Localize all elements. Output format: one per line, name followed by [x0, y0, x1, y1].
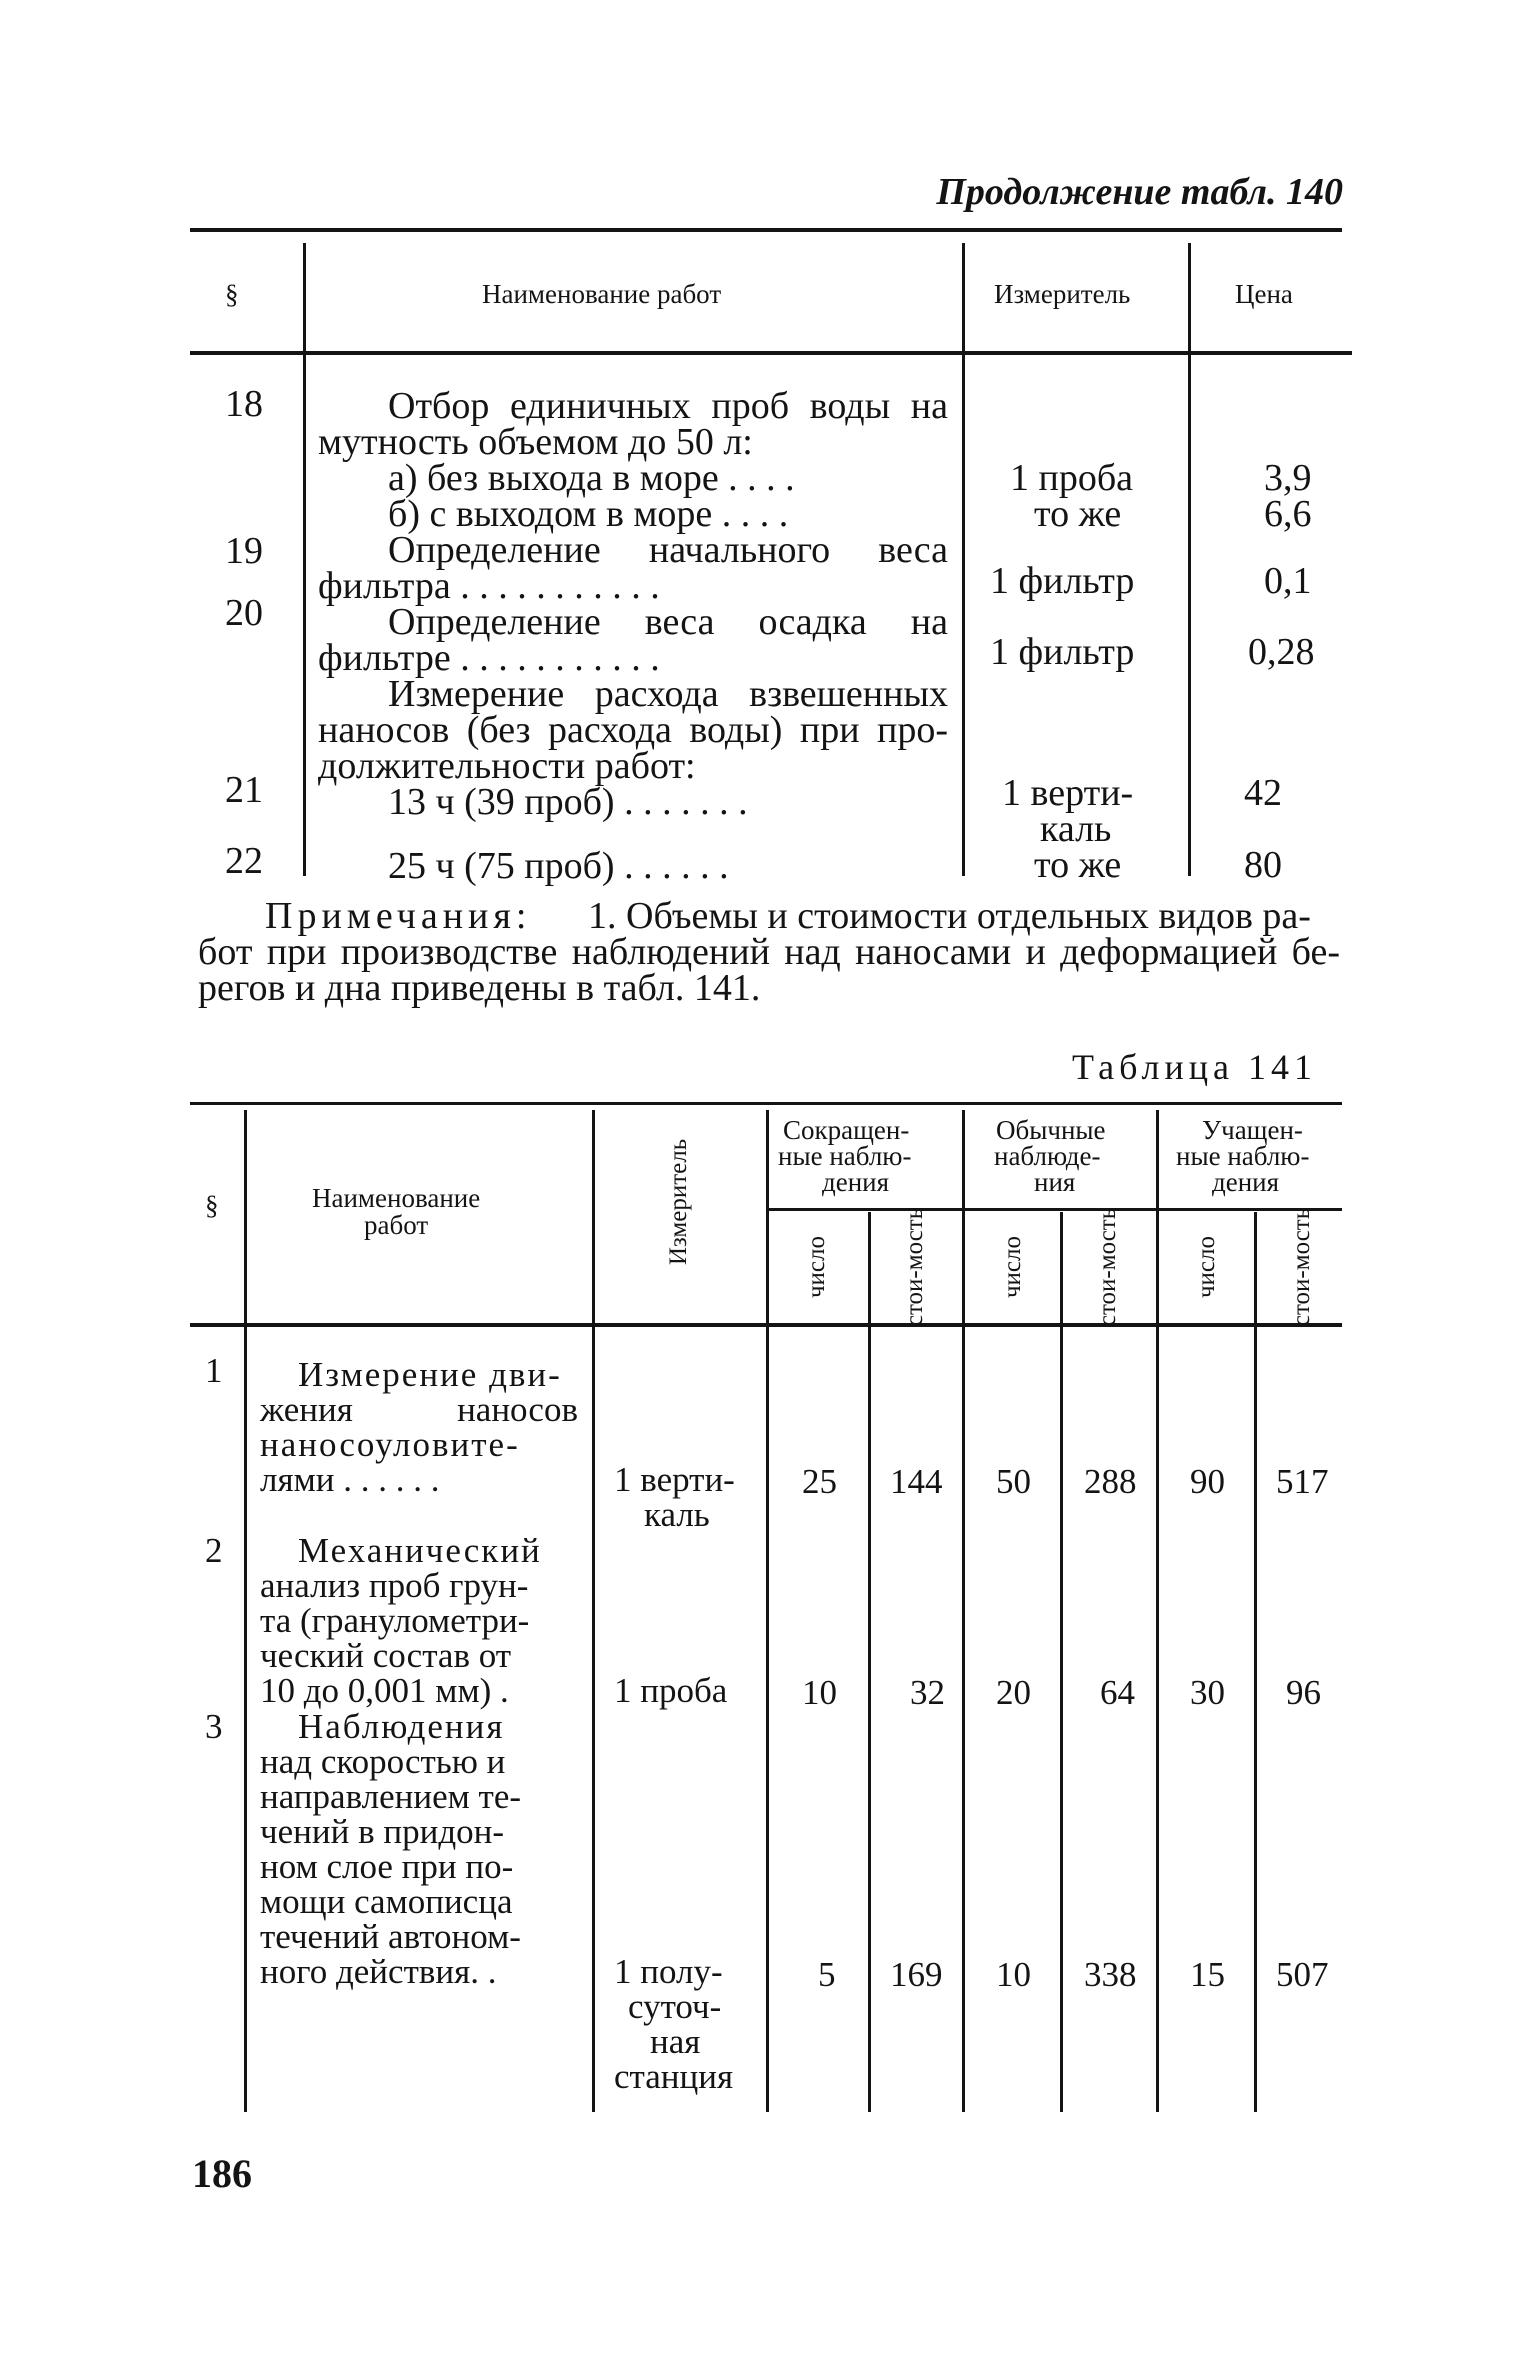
- table141-row-name: анализ проб грун-: [260, 1566, 529, 1605]
- table141-value: 10: [996, 1955, 1031, 1994]
- table141-value: 20: [996, 1673, 1031, 1712]
- table141-row-name: направлением те-: [260, 1777, 522, 1816]
- table140-row-name: 25 ч (75 проб) . . . . . .: [388, 845, 729, 887]
- table141-value: 50: [996, 1462, 1031, 1501]
- table140-divider-3: [1188, 243, 1191, 876]
- table141-value: 5: [818, 1955, 836, 1994]
- table141-group-header: ные наблю-: [1176, 1141, 1310, 1171]
- table141-row-unit: суточ-: [628, 1987, 722, 2026]
- table140-row-name: должительности работ:: [318, 745, 696, 787]
- table140-row-num: 18: [225, 383, 263, 425]
- table141-group-header: Сокращен-: [783, 1115, 910, 1145]
- table140-row-name: 13 ч (39 проб) . . . . . . .: [388, 781, 748, 823]
- table141-row-unit: станция: [614, 2057, 734, 2096]
- table141-value: 64: [1100, 1673, 1135, 1712]
- table141-value: 507: [1276, 1955, 1329, 1994]
- table141-row-name: Механический: [298, 1531, 542, 1570]
- note-line: бот при производстве наблюдений над наносами и деформацией бе-: [198, 931, 1340, 973]
- table141-divider: [868, 1212, 871, 2112]
- table140-row-name: Определение веса осадка на: [388, 601, 948, 643]
- table140-header-unit: Измеритель: [994, 279, 1131, 309]
- note-line: 1. Объемы и стоимости отдельных видов ра-: [588, 895, 1311, 937]
- table140-header-rule: [190, 351, 1352, 355]
- table141-value: 15: [1190, 1955, 1225, 1994]
- table140-row-num: 19: [225, 530, 263, 572]
- table140-row-num: 20: [225, 592, 263, 634]
- table141-header-name: работ: [364, 1210, 429, 1240]
- table141-divider: [592, 1110, 595, 2112]
- table141-value: 32: [910, 1673, 945, 1712]
- table140-divider-2: [962, 243, 965, 876]
- table140-row-name: а) без выхода в море . . . .: [388, 457, 795, 499]
- table141-row-name: ного действия. .: [260, 1952, 497, 1991]
- table140-row-price: 42: [1244, 772, 1282, 814]
- table141-value: 338: [1084, 1955, 1137, 1994]
- table141-divider: [962, 1110, 965, 2112]
- table141-row-name: наносоуловите-: [260, 1425, 520, 1464]
- table140-row-name: Определение начального веса: [388, 529, 948, 571]
- table141-row-num: 3: [205, 1707, 223, 1746]
- table141-value: 30: [1190, 1673, 1225, 1712]
- table140-top-rule: [190, 228, 1342, 232]
- table140-row-name: Отбор единичных проб воды на: [388, 385, 948, 427]
- table141-divider: [766, 1110, 769, 2112]
- table141-row-name: над скоростью и: [260, 1742, 506, 1781]
- table140-row-price: 0,1: [1264, 560, 1312, 602]
- table141-row-name: ческий состав от: [260, 1636, 512, 1675]
- table141-header-count: число: [1193, 1235, 1220, 1299]
- table140-row-name: б) с выходом в море . . . .: [388, 493, 789, 535]
- table140-row-name: фильтра . . . . . . . . . . .: [318, 565, 660, 607]
- table141-group-header: наблюде-: [994, 1141, 1101, 1171]
- table140-row-price: 80: [1244, 844, 1282, 886]
- table140-header-section: §: [225, 279, 239, 309]
- table141-row-name: Измерение дви-: [298, 1355, 562, 1394]
- table141-divider: [1254, 1212, 1257, 2112]
- table141-top-rule: [190, 1102, 1342, 1105]
- table141-row-name: течений автоном-: [260, 1917, 521, 1956]
- table140-header-name: Наименование работ: [482, 279, 722, 309]
- table141-header-name: Наименование: [312, 1183, 481, 1213]
- table140-row-unit: 1 проба: [1010, 457, 1134, 499]
- table141-row-name: лями . . . . . .: [260, 1460, 440, 1499]
- table140-row-name: мутность объемом до 50 л:: [318, 421, 753, 463]
- table141-divider: [1156, 1110, 1159, 2112]
- table141-row-unit: 1 полу-: [614, 1952, 723, 1991]
- table140-row-unit: 1 фильтр: [990, 631, 1135, 673]
- table141-divider: [244, 1110, 247, 2112]
- table140-header-price: Цена: [1235, 279, 1293, 309]
- table141-row-name: Наблюдения: [298, 1707, 505, 1746]
- table140-row-price: 6,6: [1264, 493, 1312, 535]
- table140-row-unit: 1 верти-: [1002, 772, 1134, 814]
- table141-header-cost: стои-мость: [901, 1207, 928, 1327]
- page-number: 186: [192, 2151, 252, 2196]
- table140-row-price: 0,28: [1248, 631, 1315, 673]
- table141-value: 90: [1190, 1462, 1225, 1501]
- table141-row-unit: ная: [650, 2022, 701, 2061]
- table141-value: 169: [890, 1955, 943, 1994]
- table141-row-name: жения наносов: [260, 1390, 578, 1429]
- table141-title: Таблица 141: [1072, 1047, 1317, 1087]
- table141-group-header: Обычные: [996, 1115, 1106, 1145]
- table141-value: 25: [802, 1462, 837, 1501]
- table141-group-header: дения: [822, 1167, 890, 1197]
- table141-row-unit: каль: [644, 1495, 710, 1534]
- table141-row-name: мощи самописца: [260, 1882, 513, 1921]
- table141-value: 144: [890, 1462, 943, 1501]
- table141-value: 10: [802, 1673, 837, 1712]
- table141-row-num: 1: [205, 1351, 223, 1390]
- table140-row-name: наносов (без расхода воды) при про-: [318, 709, 948, 751]
- table140-row-name: фильтре . . . . . . . . . . .: [318, 637, 660, 679]
- note-line: регов и дна приведены в табл. 141.: [198, 967, 761, 1009]
- table141-value: 96: [1286, 1673, 1321, 1712]
- table141-row-num: 2: [205, 1531, 223, 1570]
- table141-group-header: дения: [1212, 1167, 1280, 1197]
- table141-group-rule: [766, 1208, 1342, 1211]
- continuation-caption: Продолжение табл. 140: [936, 171, 1343, 213]
- table140-row-num: 22: [225, 840, 263, 882]
- table141-group-header: ния: [1034, 1167, 1076, 1197]
- table141-value: 288: [1084, 1462, 1137, 1501]
- table141-row-unit: 1 верти-: [614, 1460, 735, 1499]
- table141-value: 517: [1276, 1462, 1329, 1501]
- table141-header-cost: стои-мость: [1288, 1207, 1315, 1327]
- table140-row-name: Измерение расхода взвешенных: [388, 673, 948, 715]
- table141-header-count: число: [999, 1235, 1026, 1299]
- table140-row-unit: 1 фильтр: [990, 560, 1135, 602]
- table141-divider: [1060, 1212, 1063, 2112]
- table140-row-num: 21: [225, 769, 263, 811]
- table141-group-header: Учащен-: [1202, 1115, 1303, 1145]
- table140-row-unit: то же: [1034, 844, 1122, 886]
- note-label: Примечания:: [265, 895, 532, 937]
- table141-header-section: §: [205, 1190, 219, 1220]
- table141-row-name: 10 до 0,001 мм) .: [260, 1671, 509, 1710]
- table140-divider-1: [303, 243, 306, 876]
- table141-row-name: чений в придон-: [260, 1812, 505, 1851]
- table141-header-count: число: [803, 1235, 830, 1299]
- table140-row-unit: то же: [1034, 493, 1122, 535]
- table141-group-header: ные наблю-: [778, 1141, 912, 1171]
- table141-row-name: та (гранулометри-: [260, 1601, 530, 1640]
- table140-row-unit: каль: [1040, 808, 1112, 850]
- table141-header-cost: стои-мость: [1094, 1207, 1121, 1327]
- table141-row-unit: 1 проба: [614, 1671, 728, 1710]
- table140-row-price: 3,9: [1264, 457, 1312, 499]
- table141-header-unit: Измеритель: [665, 1138, 692, 1266]
- table141-row-name: ном слое при по-: [260, 1847, 514, 1886]
